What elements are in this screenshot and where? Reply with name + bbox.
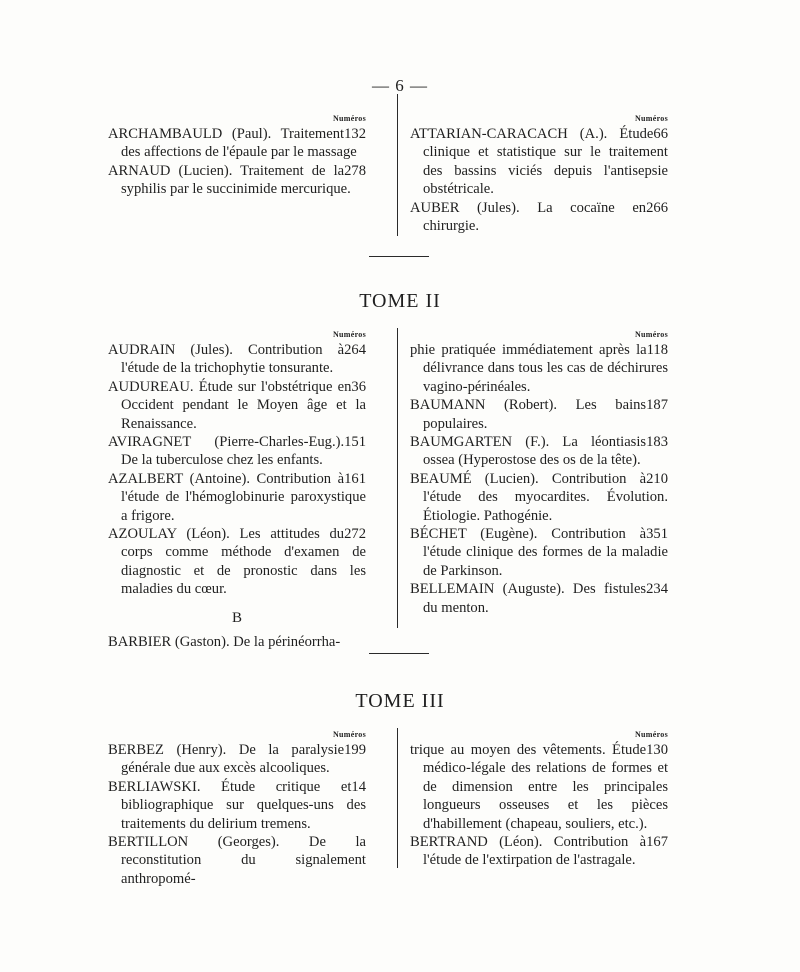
entry-page-number: 14	[351, 778, 366, 795]
entry-page-number: 210	[646, 470, 668, 487]
entry-text: AUDRAIN (Jules). Contribution à l'étude de la trichophytie tonsurante.	[108, 342, 345, 377]
index-entry	[410, 833, 668, 870]
numeros-label: Numéros	[332, 730, 366, 739]
index-entry	[410, 341, 668, 396]
entry-page-number: 187	[646, 397, 668, 414]
entry-text: AZALBERT (Antoine). Contribution à l'étude de l'hémoglobinurie paroxystique a frigore.	[108, 470, 366, 524]
entry-text: phie pratiquée immédiatement après la délivrance dans tous les cas de déchirures vagino-périnéales.	[410, 342, 668, 395]
page-number: — 6 —	[372, 76, 428, 95]
section-tome-1	[108, 114, 694, 236]
entry-text: AVIRAGNET (Pierre-Charles-Eug.). De la tuberculose chez les enfants.	[108, 434, 345, 469]
column-divider	[397, 94, 398, 236]
section-tome-3	[108, 730, 694, 887]
numeros-label: Numéros	[634, 114, 668, 123]
entry-page-number: 161	[344, 470, 366, 487]
column-right	[410, 730, 668, 870]
entry-page-number: 66	[653, 126, 668, 142]
numeros-label: Numéros	[332, 114, 366, 123]
index-entry	[108, 741, 366, 778]
column-right	[410, 330, 668, 617]
entry-text: BERTILLON (Georges). De la reconstitution du signalement anthropomé-	[108, 834, 366, 887]
index-entry	[410, 470, 668, 525]
numeros-label: Numéros	[332, 330, 366, 339]
entry-page-number: 183	[646, 434, 668, 451]
entry-text: ARNAUD (Lucien). Traitement de la syphilis par le succinimide mercurique.	[108, 162, 351, 198]
column-left	[108, 730, 366, 888]
index-entry	[108, 633, 366, 651]
entry-text: trique au moyen des vêtements. Étude médico-légale des relations de formes et de dimension entre les principales longueurs osseuses et les pièces d'habillement (chapeau, souliers, etc.).	[410, 742, 668, 832]
column-left	[108, 114, 366, 199]
tome-title: TOME III	[355, 690, 445, 712]
section-separator	[369, 256, 429, 257]
index-entry	[410, 580, 668, 617]
entry-page-number: 167	[646, 834, 668, 851]
entry-text: AUDUREAU. Étude sur l'obstétrique en Occident pendant le Moyen âge et la Renaissance.	[108, 378, 366, 432]
entry-page-number: 130	[646, 742, 668, 758]
entry-page-number: 278	[344, 162, 366, 179]
numeros-label: Numéros	[634, 330, 668, 339]
letter-heading: B	[231, 609, 242, 626]
column-right	[410, 114, 668, 235]
index-entry	[108, 162, 366, 199]
entry-page-number: 199	[344, 742, 366, 758]
index-entry	[410, 125, 668, 199]
index-entry	[410, 433, 668, 470]
entry-page-number: 132	[344, 126, 366, 142]
entry-page-number: 272	[344, 526, 366, 543]
entry-text: BEAUMÉ (Lucien). Contribution à l'étude des myocardites. Évolution. Étiologie. Pathogénie.	[410, 470, 668, 524]
entry-text: ATTARIAN-CARACACH (A.). Étude clinique et statistique sur le traitement des bassins viciés depuis l'antisepsie obstétricale.	[410, 126, 668, 198]
index-entry	[410, 199, 668, 236]
entry-text: AZOULAY (Léon). Les attitudes du corps comme méthode d'examen de diagnostic et de pronostic dans les maladies du cœur.	[108, 526, 366, 598]
index-entry	[410, 396, 668, 433]
tome-title: TOME II	[359, 290, 441, 312]
entry-text: AUBER (Jules). La cocaïne en chirurgie.	[410, 199, 647, 235]
entry-text: BAUMANN (Robert). Les bains populaires.	[410, 397, 647, 432]
entry-text: BAUMGARTEN (F.). La léontiasis ossea (Hyperostose des os de la tête).	[410, 434, 647, 469]
index-entry	[108, 778, 366, 833]
numeros-label: Numéros	[634, 730, 668, 739]
entry-page-number: 266	[646, 199, 668, 216]
column-divider	[397, 728, 398, 868]
index-entry	[108, 378, 366, 433]
entry-text: BARBIER (Gaston). De la périnéorrha-	[108, 634, 341, 651]
column-divider	[397, 328, 398, 628]
index-entry	[108, 525, 366, 599]
section-tome-2	[108, 330, 694, 651]
index-entry	[108, 433, 366, 470]
entry-page-number: 234	[646, 581, 668, 598]
column-left	[108, 330, 366, 652]
index-entry	[108, 833, 366, 888]
index-entry	[108, 125, 366, 162]
index-entry	[410, 525, 668, 580]
section-separator	[369, 653, 429, 654]
entry-page-number: 36	[351, 378, 366, 395]
entry-page-number: 118	[646, 342, 668, 358]
entry-text: BERTRAND (Léon). Contribution à l'étude de l'extirpation de l'astragale.	[410, 834, 647, 869]
entry-page-number: 264	[344, 342, 366, 358]
entry-text: BELLEMAIN (Auguste). Des fistules du menton.	[410, 581, 647, 616]
entry-text: BERBEZ (Henry). De la paralysie générale due aux excès alcooliques.	[108, 742, 345, 777]
entry-page-number: 351	[646, 526, 668, 543]
index-entry	[108, 341, 366, 378]
index-entry	[410, 741, 668, 833]
entry-page-number: 151	[344, 434, 366, 451]
entry-text: ARCHAMBAULD (Paul). Traitement des affections de l'épaule par le massage	[108, 126, 357, 161]
index-entry	[108, 470, 366, 525]
entry-text: BERLIAWSKI. Étude critique et bibliographique sur quelques-uns des traitements du delirium tremens.	[108, 778, 366, 832]
entry-text: BÉCHET (Eugène). Contribution à l'étude clinique des formes de la maladie de Parkinson.	[410, 526, 668, 579]
